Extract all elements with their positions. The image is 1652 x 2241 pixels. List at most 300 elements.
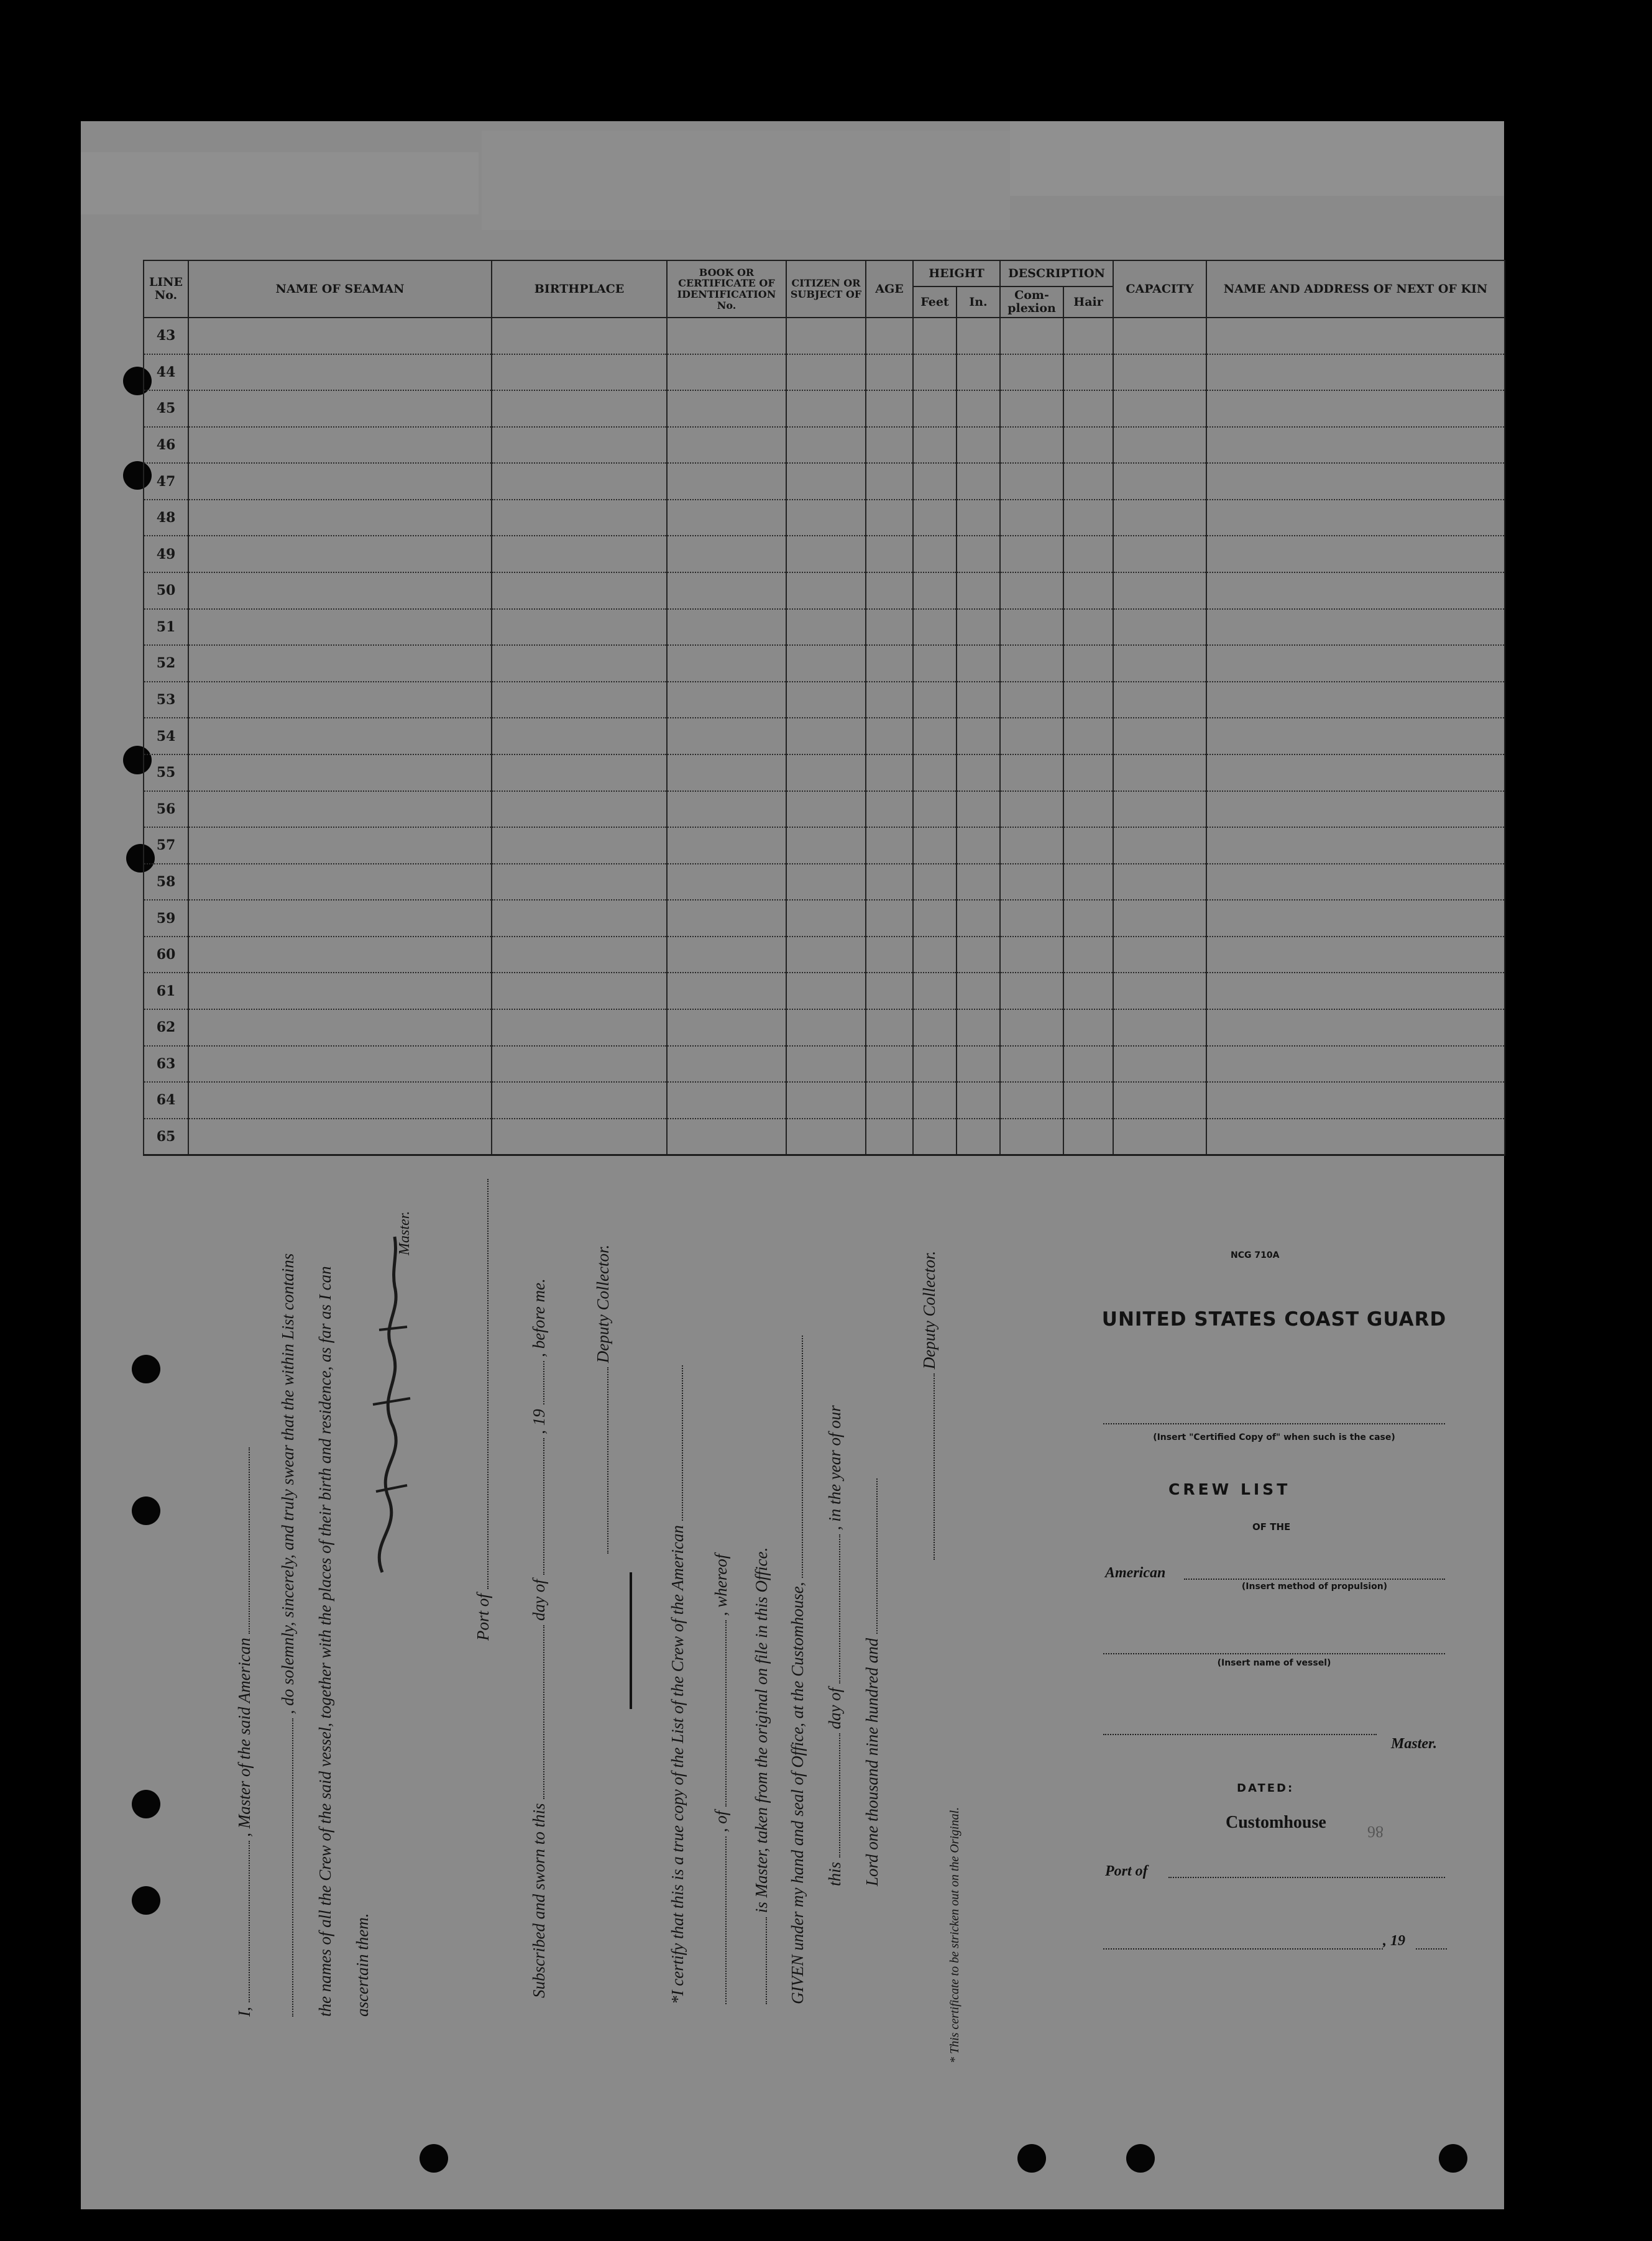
divider — [630, 1572, 632, 1709]
empty-cell — [1113, 572, 1206, 609]
empty-cell — [913, 864, 957, 901]
line-number: 56 — [144, 791, 188, 828]
empty-cell — [786, 864, 866, 901]
empty-cell — [188, 900, 492, 937]
paper-edge-fold — [1010, 121, 1504, 196]
empty-cell — [667, 427, 786, 464]
empty-cell — [866, 754, 913, 791]
empty-cell — [492, 1119, 667, 1155]
empty-cell — [1113, 354, 1206, 391]
empty-cell — [1113, 1009, 1206, 1046]
empty-cell — [1113, 427, 1206, 464]
empty-cell — [1000, 463, 1063, 500]
empty-cell — [957, 900, 1000, 937]
line-number: 48 — [144, 500, 188, 536]
empty-cell — [188, 463, 492, 500]
empty-cell — [1063, 1009, 1113, 1046]
empty-cell — [786, 390, 866, 427]
header-hair: Hair — [1063, 286, 1113, 318]
empty-cell — [866, 572, 913, 609]
empty-cell — [1113, 754, 1206, 791]
line-number: 60 — [144, 937, 188, 973]
empty-cell — [188, 536, 492, 572]
empty-cell — [1063, 682, 1113, 718]
table-row — [144, 791, 1505, 828]
certified-copy-line — [1103, 1423, 1445, 1424]
empty-cell — [1000, 536, 1063, 572]
empty-cell — [913, 645, 957, 682]
empty-cell — [492, 354, 667, 391]
empty-cell — [1000, 864, 1063, 901]
oath-master-of: , Master of the said American — [235, 1638, 254, 1837]
empty-cell — [667, 354, 786, 391]
empty-cell — [667, 390, 786, 427]
empty-cell — [1113, 864, 1206, 901]
empty-cell — [913, 500, 957, 536]
empty-cell — [866, 900, 913, 937]
empty-cell — [1063, 937, 1113, 973]
empty-cell — [957, 354, 1000, 391]
empty-cell — [1000, 354, 1063, 391]
header-complexion: Com- plexion — [1000, 286, 1063, 318]
empty-cell — [492, 463, 667, 500]
empty-cell — [188, 609, 492, 646]
empty-cell — [667, 572, 786, 609]
empty-cell — [492, 754, 667, 791]
empty-cell — [957, 1009, 1000, 1046]
empty-cell — [1000, 1046, 1063, 1083]
empty-cell — [1206, 572, 1505, 609]
deputy-collector-label: Deputy Collector. — [594, 1244, 612, 1363]
cert-text-1: *I certify that this is a true copy of the List of the Crew of the American — [668, 1525, 687, 2004]
customhouse-label: Customhouse — [1226, 1813, 1326, 1832]
empty-cell — [1063, 536, 1113, 572]
empty-cell — [188, 791, 492, 828]
punch-hole — [1126, 2144, 1155, 2173]
empty-cell — [667, 682, 786, 718]
empty-cell — [957, 1119, 1000, 1155]
year-19-label: , 19 — [1383, 1933, 1405, 1949]
empty-cell — [1000, 754, 1063, 791]
table-row — [144, 937, 1505, 973]
empty-cell — [1206, 973, 1505, 1009]
empty-cell — [957, 427, 1000, 464]
punch-hole — [132, 1355, 160, 1383]
cert-day-of: day of — [825, 1687, 844, 1730]
empty-cell — [913, 937, 957, 973]
empty-cell — [913, 973, 957, 1009]
empty-cell — [1113, 536, 1206, 572]
line-number: 47 — [144, 463, 188, 500]
empty-cell — [1206, 427, 1505, 464]
oath-line-2 — [278, 1253, 298, 2017]
before-me-label: , before me. — [530, 1278, 548, 1357]
empty-cell — [913, 463, 957, 500]
empty-cell — [188, 1082, 492, 1119]
empty-cell — [492, 1009, 667, 1046]
line-number: 49 — [144, 536, 188, 572]
empty-cell — [786, 427, 866, 464]
empty-cell — [786, 900, 866, 937]
empty-cell — [957, 827, 1000, 864]
empty-cell — [667, 536, 786, 572]
empty-cell — [1206, 463, 1505, 500]
empty-cell — [492, 390, 667, 427]
crew-table — [143, 260, 1504, 1156]
empty-cell — [1063, 827, 1113, 864]
empty-cell — [188, 864, 492, 901]
propulsion-caption: (Insert method of propulsion) — [1241, 1582, 1388, 1592]
empty-cell — [1206, 937, 1505, 973]
empty-cell — [913, 572, 957, 609]
empty-cell — [188, 500, 492, 536]
empty-cell — [1063, 1046, 1113, 1083]
empty-cell — [786, 645, 866, 682]
cert-text-3: is Master, taken from the original on file in this Office. — [752, 1547, 771, 1913]
empty-cell — [913, 900, 957, 937]
empty-cell — [913, 791, 957, 828]
certified-copy-caption: (Insert "Certified Copy of" when such is the case) — [1153, 1432, 1395, 1442]
empty-cell — [1206, 754, 1505, 791]
master-label: Master. — [397, 1211, 413, 1255]
empty-cell — [957, 390, 1000, 427]
empty-cell — [1206, 1082, 1505, 1119]
year-19-label: , 19 — [530, 1409, 548, 1434]
empty-cell — [866, 973, 913, 1009]
american-label: American — [1105, 1565, 1166, 1581]
empty-cell — [667, 1046, 786, 1083]
empty-cell — [1063, 463, 1113, 500]
master-name-line — [1103, 1734, 1377, 1735]
empty-cell — [913, 754, 957, 791]
empty-cell — [1113, 1082, 1206, 1119]
empty-cell — [913, 318, 957, 354]
line-number: 44 — [144, 354, 188, 391]
cert-line-5 — [825, 1405, 845, 1886]
empty-cell — [667, 645, 786, 682]
empty-cell — [957, 572, 1000, 609]
empty-cell — [1206, 318, 1505, 354]
empty-cell — [866, 1119, 913, 1155]
empty-cell — [188, 318, 492, 354]
empty-cell — [492, 1046, 667, 1083]
empty-cell — [786, 682, 866, 718]
header-line-no: LINE No. — [144, 260, 188, 318]
empty-cell — [786, 354, 866, 391]
empty-cell — [492, 609, 667, 646]
empty-cell — [1206, 609, 1505, 646]
empty-cell — [1206, 645, 1505, 682]
line-number: 46 — [144, 427, 188, 464]
header-book-or-certificate: BOOK OR CERTIFICATE OF IDENTIFICATION No. — [667, 260, 786, 318]
table-row — [144, 572, 1505, 609]
empty-cell — [667, 718, 786, 754]
port-of-line — [474, 1179, 493, 1641]
empty-cell — [1063, 791, 1113, 828]
cert-this: this — [825, 1861, 844, 1886]
empty-cell — [1000, 1009, 1063, 1046]
table-row — [144, 1082, 1505, 1119]
cert-line-1 — [668, 1365, 687, 2004]
line-number: 57 — [144, 827, 188, 864]
empty-cell — [786, 937, 866, 973]
day-of-label: day of — [530, 1579, 548, 1621]
empty-cell — [188, 572, 492, 609]
empty-cell — [1000, 900, 1063, 937]
deputy-collector-label: Deputy Collector. — [920, 1250, 938, 1370]
oath-swear-text: , do solemnly, sincerely, and truly swear that the within List contains — [278, 1253, 297, 1715]
empty-cell — [866, 827, 913, 864]
cert-line-4 — [788, 1336, 807, 2004]
line-number: 53 — [144, 682, 188, 718]
crew-list-title: CREW LIST — [1168, 1480, 1291, 1498]
empty-cell — [786, 1046, 866, 1083]
empty-cell — [1063, 500, 1113, 536]
empty-cell — [1113, 1046, 1206, 1083]
table-row — [144, 463, 1505, 500]
empty-cell — [1113, 718, 1206, 754]
empty-cell — [866, 536, 913, 572]
empty-cell — [1113, 463, 1206, 500]
subscribed-line — [530, 1278, 549, 1998]
empty-cell — [492, 572, 667, 609]
empty-cell — [1000, 500, 1063, 536]
table-row — [144, 1046, 1505, 1083]
empty-cell — [786, 973, 866, 1009]
empty-cell — [492, 864, 667, 901]
empty-cell — [188, 1009, 492, 1046]
empty-cell — [1113, 390, 1206, 427]
empty-cell — [492, 645, 667, 682]
empty-cell — [1000, 827, 1063, 864]
empty-cell — [866, 864, 913, 901]
empty-cell — [1206, 682, 1505, 718]
empty-cell — [492, 900, 667, 937]
propulsion-line — [1184, 1579, 1445, 1580]
empty-cell — [1206, 791, 1505, 828]
empty-cell — [1000, 718, 1063, 754]
table-row — [144, 318, 1505, 354]
header-birthplace: BIRTHPLACE — [492, 260, 667, 318]
empty-cell — [1063, 318, 1113, 354]
handwritten-mark: 86 — [1367, 1823, 1384, 1841]
empty-cell — [913, 354, 957, 391]
empty-cell — [957, 609, 1000, 646]
empty-cell — [957, 645, 1000, 682]
agency-title: UNITED STATES COAST GUARD — [1101, 1308, 1447, 1331]
empty-cell — [1206, 390, 1505, 427]
header-capacity: CAPACITY — [1113, 260, 1206, 318]
empty-cell — [786, 572, 866, 609]
empty-cell — [1113, 682, 1206, 718]
empty-cell — [188, 1046, 492, 1083]
empty-cell — [667, 900, 786, 937]
empty-cell — [1113, 791, 1206, 828]
table-row — [144, 1009, 1505, 1046]
empty-cell — [1000, 1119, 1063, 1155]
empty-cell — [1063, 609, 1113, 646]
empty-cell — [913, 1119, 957, 1155]
cert-year-of-our: , in the year of our — [825, 1405, 844, 1531]
empty-cell — [1063, 645, 1113, 682]
empty-cell — [866, 500, 913, 536]
form-number: NCG 710A — [1231, 1250, 1280, 1260]
table-row — [144, 390, 1505, 427]
empty-cell — [957, 973, 1000, 1009]
table-row — [144, 500, 1505, 536]
empty-cell — [492, 791, 667, 828]
table-row — [144, 718, 1505, 754]
empty-cell — [1113, 318, 1206, 354]
empty-cell — [188, 645, 492, 682]
empty-cell — [492, 937, 667, 973]
empty-cell — [1063, 754, 1113, 791]
empty-cell — [492, 536, 667, 572]
empty-cell — [1000, 609, 1063, 646]
empty-cell — [957, 937, 1000, 973]
punch-hole — [420, 2144, 448, 2173]
empty-cell — [667, 609, 786, 646]
paper-edge-fold — [482, 131, 1010, 230]
deputy-collector-2 — [920, 1251, 939, 1560]
empty-cell — [866, 645, 913, 682]
empty-cell — [667, 1009, 786, 1046]
footnote: * This certificate to be stricken out on the Original. — [948, 1807, 961, 2063]
oath-line-1 — [235, 1447, 254, 2017]
empty-cell — [957, 1046, 1000, 1083]
punch-hole — [132, 1790, 160, 1818]
empty-cell — [1063, 864, 1113, 901]
subscribed-label: Subscribed and sworn to this — [530, 1803, 548, 1998]
empty-cell — [913, 427, 957, 464]
empty-cell — [957, 536, 1000, 572]
master-signature — [357, 1218, 426, 1579]
cert-whereof: , whereof — [712, 1554, 730, 1616]
empty-cell — [667, 864, 786, 901]
empty-cell — [188, 390, 492, 427]
empty-cell — [492, 427, 667, 464]
empty-cell — [957, 791, 1000, 828]
empty-cell — [1113, 827, 1206, 864]
empty-cell — [866, 682, 913, 718]
empty-cell — [1206, 1046, 1505, 1083]
empty-cell — [1063, 1082, 1113, 1119]
empty-cell — [1000, 645, 1063, 682]
deputy-collector-1 — [594, 1245, 613, 1554]
empty-cell — [786, 1082, 866, 1119]
empty-cell — [188, 718, 492, 754]
empty-cell — [1113, 937, 1206, 973]
empty-cell — [188, 427, 492, 464]
empty-cell — [866, 318, 913, 354]
empty-cell — [188, 754, 492, 791]
line-number: 59 — [144, 900, 188, 937]
empty-cell — [786, 1009, 866, 1046]
empty-cell — [1113, 900, 1206, 937]
empty-cell — [1000, 1082, 1063, 1119]
empty-cell — [1206, 354, 1505, 391]
empty-cell — [957, 500, 1000, 536]
date-line — [1103, 1948, 1383, 1950]
empty-cell — [786, 536, 866, 572]
empty-cell — [188, 682, 492, 718]
header-height: HEIGHT — [913, 260, 1000, 286]
empty-cell — [667, 973, 786, 1009]
empty-cell — [1000, 791, 1063, 828]
empty-cell — [1063, 973, 1113, 1009]
empty-cell — [866, 937, 913, 973]
empty-cell — [1063, 1119, 1113, 1155]
empty-cell — [786, 827, 866, 864]
table-row — [144, 973, 1505, 1009]
cert-line-3 — [752, 1547, 771, 2004]
header-name-of-seaman: NAME OF SEAMAN — [188, 260, 492, 318]
empty-cell — [913, 390, 957, 427]
empty-cell — [492, 718, 667, 754]
empty-cell — [492, 973, 667, 1009]
empty-cell — [667, 791, 786, 828]
table-row — [144, 609, 1505, 646]
empty-cell — [188, 354, 492, 391]
master-title: Master. — [1391, 1736, 1438, 1752]
line-number: 54 — [144, 718, 188, 754]
empty-cell — [1206, 536, 1505, 572]
empty-cell — [957, 1082, 1000, 1119]
oath-i: I, — [235, 2007, 254, 2017]
empty-cell — [1063, 390, 1113, 427]
year-line — [1416, 1948, 1447, 1950]
table-row — [144, 864, 1505, 901]
punch-hole — [1439, 2144, 1467, 2173]
table-row — [144, 900, 1505, 937]
empty-cell — [913, 1009, 957, 1046]
empty-cell — [866, 1082, 913, 1119]
empty-cell — [1113, 1119, 1206, 1155]
empty-cell — [1000, 390, 1063, 427]
empty-cell — [866, 1046, 913, 1083]
empty-cell — [1000, 937, 1063, 973]
empty-cell — [1063, 900, 1113, 937]
empty-cell — [1113, 609, 1206, 646]
empty-cell — [667, 1082, 786, 1119]
line-number: 55 — [144, 754, 188, 791]
table-row — [144, 754, 1505, 791]
empty-cell — [786, 1119, 866, 1155]
port-line — [1168, 1877, 1445, 1878]
dated-label: DATED: — [1237, 1782, 1295, 1795]
line-number: 43 — [144, 318, 188, 354]
empty-cell — [786, 609, 866, 646]
line-number: 62 — [144, 1009, 188, 1046]
empty-cell — [188, 827, 492, 864]
punch-hole — [1017, 2144, 1046, 2173]
empty-cell — [188, 1119, 492, 1155]
empty-cell — [667, 827, 786, 864]
punch-hole — [132, 1886, 160, 1915]
empty-cell — [1000, 682, 1063, 718]
empty-cell — [1063, 427, 1113, 464]
empty-cell — [913, 1082, 957, 1119]
line-number: 51 — [144, 609, 188, 646]
empty-cell — [492, 1082, 667, 1119]
empty-cell — [1206, 900, 1505, 937]
empty-cell — [188, 973, 492, 1009]
empty-cell — [913, 1046, 957, 1083]
line-number: 63 — [144, 1046, 188, 1083]
cert-line-6 — [863, 1478, 882, 1886]
empty-cell — [1113, 500, 1206, 536]
vessel-name-line — [1103, 1653, 1445, 1654]
